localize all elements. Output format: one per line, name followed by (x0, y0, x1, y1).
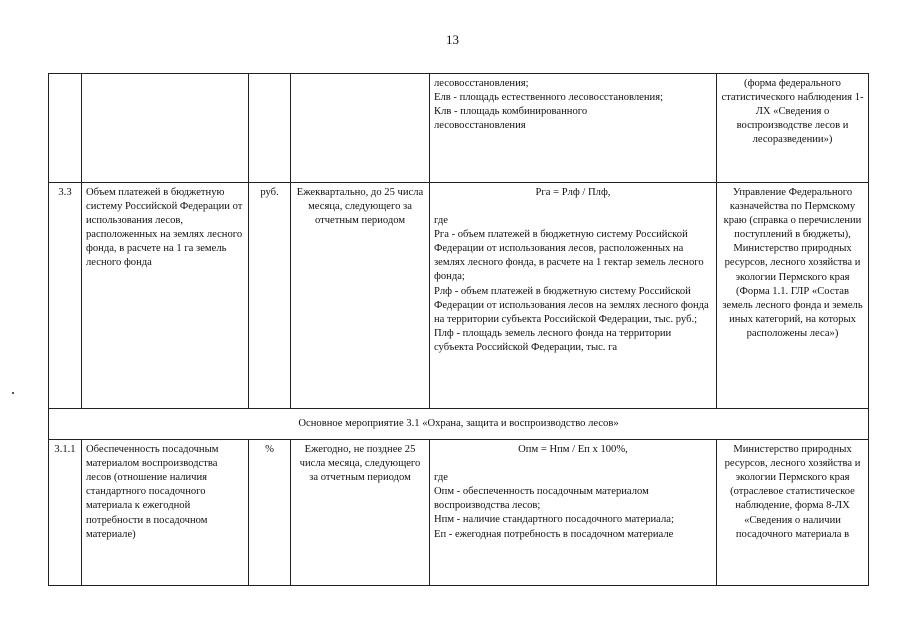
method-line: лесовосстановления (434, 120, 526, 132)
cell-indicator: Обеспеченность посадочным материалом воспроизводства лесов (отношение наличия стандартного посадочного материала к ежегодной потребности в посадочном материале) (82, 440, 249, 586)
method-line: Клв - площадь комбинированного (434, 106, 588, 118)
table-row-3-3 (49, 183, 869, 409)
where-label: где (434, 215, 448, 227)
page-number: 13 (446, 32, 459, 47)
indicators-table (48, 73, 869, 586)
cell-unit: руб. (249, 183, 291, 409)
table-row-3-1-1 (49, 440, 869, 586)
cell-indicator: Объем платежей в бюджетную систему Российской Федерации от использования лесов, расположенных на землях лесного фонда, в расчете на 1 га земель лесного фонда (82, 183, 249, 409)
method-line: Елв - площадь естественного лесовосстановления; (434, 92, 664, 104)
cell-method (430, 74, 717, 183)
definition: Плф - площадь земель лесного фонда на территории субъекта Российской Федерации, тыс. га (434, 327, 672, 353)
cell-source: Управление Федерального казначейства по Пермскому краю (справка о перечислении поступлений в бюджеты), Министерство природных ресурсов, лесного хозяйства и экологии Пермского края (Форма 1.1. ГЛР «Состав земель лесного фонда и земель иных категорий, на которых расположены леса») (717, 183, 869, 409)
cell-num (49, 74, 82, 183)
definition: Еп - ежегодная потребность в посадочном материале (434, 528, 674, 540)
cell-indicator (82, 74, 249, 183)
margin-mark (12, 392, 14, 394)
cell-unit: % (249, 440, 291, 586)
formula: Рга = Рлф / Плф, (535, 187, 611, 198)
cell-num: 3.3 (49, 183, 82, 409)
cell-period: Ежегодно, не позднее 25 числа месяца, следующего за отчетным периодом (291, 440, 430, 586)
cell-period (291, 74, 430, 183)
cell-unit (249, 74, 291, 183)
definition: Опм - обеспеченность посадочным материалом воспроизводства лесов; (434, 486, 649, 512)
method-line: лесовосстановления; (434, 78, 529, 89)
table-row-continuation (49, 74, 869, 183)
definition: Рлф - объем платежей в бюджетную систему Российской Федерации от использования лесов на землях лесного фонда на территории субъекта Российской Федерации, тыс. руб.; (434, 285, 709, 325)
cell-source: (форма федерального статистического наблюдения 1-ЛХ «Сведения о воспроизводстве лесов и лесоразведении») (717, 74, 869, 183)
section-heading: Основное мероприятие 3.1 «Охрана, защита и воспроизводство лесов» (49, 409, 869, 440)
cell-method (430, 440, 717, 586)
definition: Нпм - наличие стандартного посадочного материала; (434, 514, 674, 526)
where-label: где (434, 472, 448, 484)
cell-source: Министерство природных ресурсов, лесного хозяйства и экологии Пермского края (отраслевое статистическое наблюдение, форма 8-ЛХ «Сведения о наличии посадочного материала в (717, 440, 869, 586)
formula: Опм = Нпм / Еп х 100%, (518, 444, 628, 456)
cell-num: 3.1.1 (49, 440, 82, 586)
definition: Рга - объем платежей в бюджетную систему Российской Федерации от использования лесов, расположенных на землях лесного фонда, в расчете на 1 гектар земель лесного фонда; (434, 229, 704, 283)
cell-period: Ежеквартально, до 25 числа месяца, следующего за отчетным периодом (291, 183, 430, 409)
cell-method (430, 183, 717, 409)
table-row-section (49, 409, 869, 440)
